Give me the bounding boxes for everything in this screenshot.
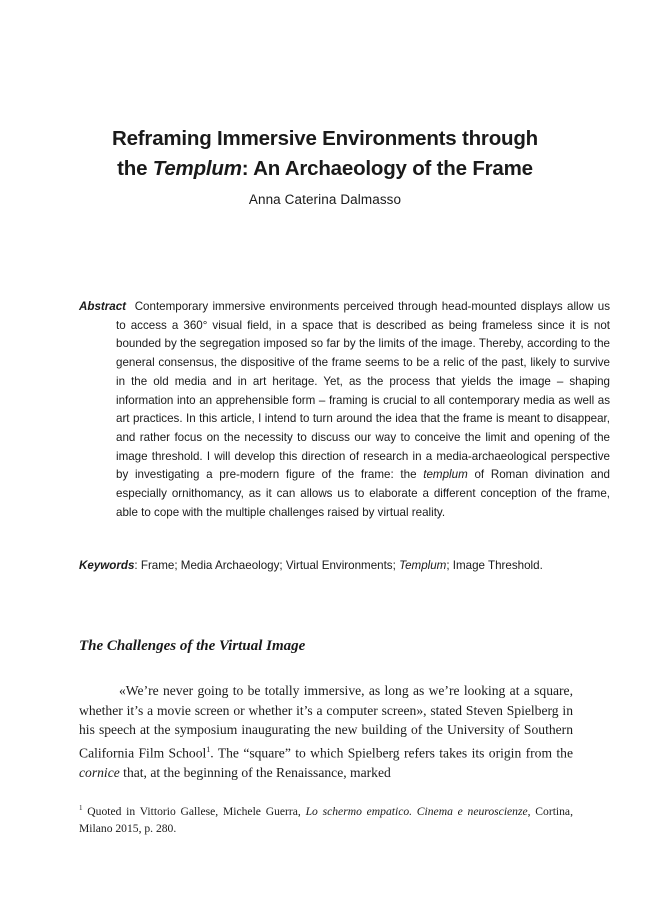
body-text-emphasis: cornice [79,764,120,780]
section-heading: The Challenges of the Virtual Image [79,638,306,654]
paper-title [60,124,590,184]
abstract-text-emphasis: templum [423,468,468,482]
footnote-number: 1 [79,804,83,812]
footnote-text-a: Quoted in Vittorio Gallese, Michele Guerra, [87,804,301,818]
abstract-label: Abstract [79,300,127,313]
abstract-block [79,298,610,522]
abstract-text-a: Contemporary immersive environments perceived through head-mounted displays allow us to access a 360° visual field, in a space that is described as being frameless since it is not bounded by the segregation imposed so far by the limits of the image. Thereby, according to the general consensus, the dispositive of the frame seems to be a relic of the past, likely to survive in the old media and in art heritage. Yet, as the process that yields the image – shaping information into an apprehensible form – framing is crucial to all contemporary media as well as art practices. In this article, I intend to turn around the idea that the frame is meant to disappear, and rather focus on the necessity to discuss our way to conceive the limit and opening of the image threshold. I will develop this direction of research in a media-archaeological perspective by investigating a pre-modern figure of the frame: the [116,300,610,482]
title-line-2-pre: the [117,157,153,180]
keywords-text-emphasis: Templum [399,559,447,572]
footnote [79,800,573,838]
keywords-text-a: : Frame; Media Archaeology; Virtual Environments; [134,559,396,572]
body-text-b: . The “square” to which Spielberg refers takes its origin from the [210,745,574,761]
body-paragraph [79,681,573,782]
keywords-label: Keywords [79,559,135,572]
footnote-reference: 1 [206,744,211,754]
footnote-text-b: , Cortina, Milano 2015, p. 280. [79,804,573,836]
author-name: Anna Caterina Dalmasso [248,192,402,207]
footnote-text-emphasis: Lo schermo empatico. Cinema e neuroscienze [305,804,528,818]
keywords-block [79,557,610,576]
title-line-1: Reframing Immersive Environments through [111,127,538,150]
body-text-a: «We’re never going to be totally immersive, as long as we’re looking at a square, whether it’s a movie screen or whether it’s a computer screen», stated Steven Spielberg in his speech at the symposium inaugurating the new building of the University of Southern California Film School [79,683,573,761]
keywords-text-b: ; Image Threshold. [446,559,543,572]
title-line-2-emphasis: Templum [152,157,242,180]
abstract-text-b: of Roman divination and especially ornithomancy, as it can allows us to elaborate a different conception of the frame, able to cope with the multiple challenges raised by virtual reality. [116,468,610,519]
body-text-c: that, at the beginning of the Renaissance, marked [123,764,391,780]
title-line-2-post: : An Archaeology of the Frame [241,157,533,180]
